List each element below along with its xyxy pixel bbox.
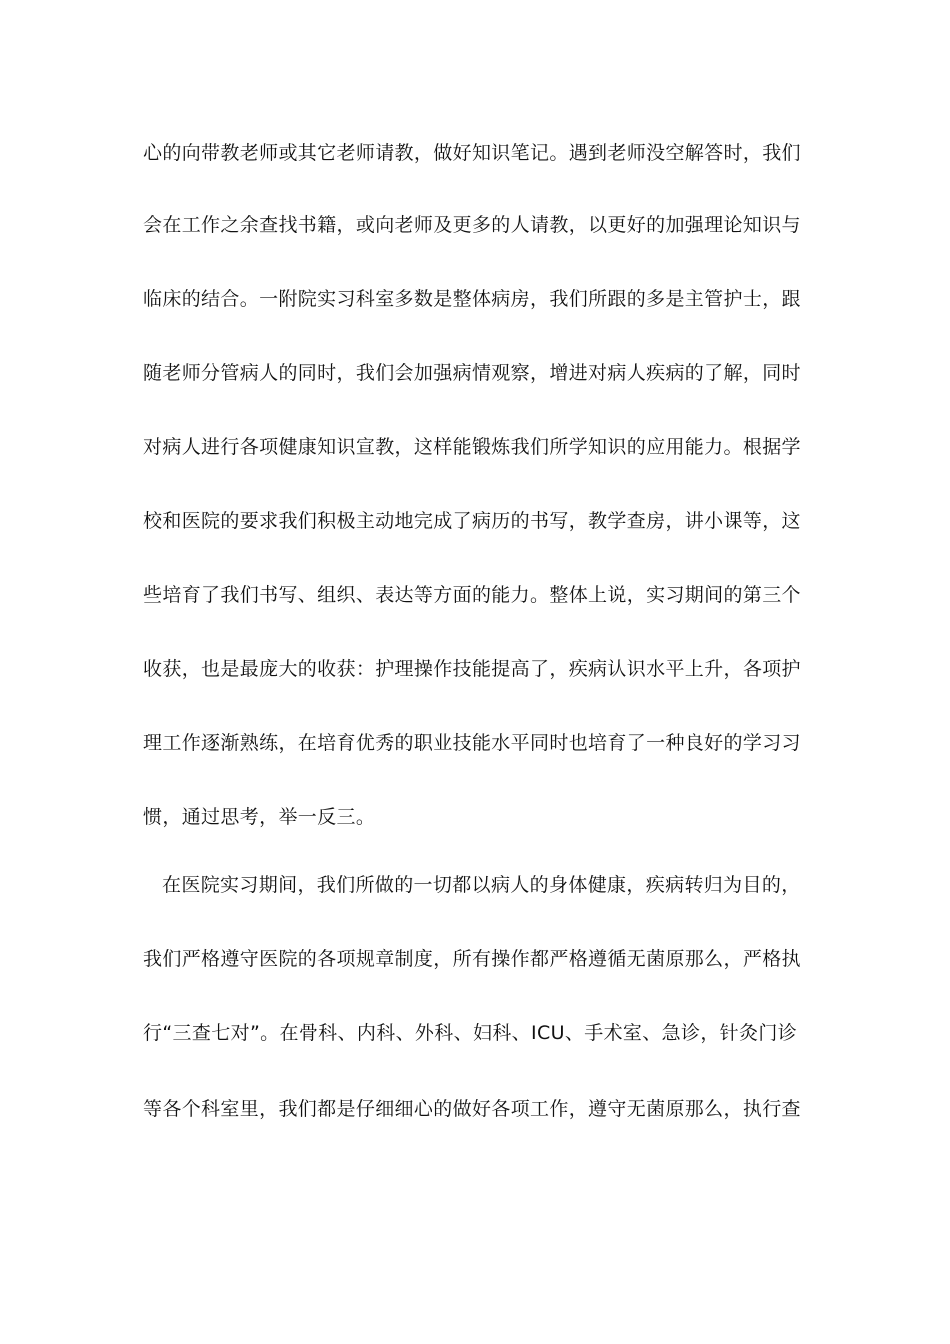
text-line: 些培育了我们书写、组织、表达等方面的能力。整体上说，实习期间的第三个 (143, 584, 801, 606)
text-line: 心的向带教老师或其它老师请教，做好知识笔记。遇到老师没空解答时，我们 (143, 142, 801, 164)
text-line: 理工作逐渐熟练，在培育优秀的职业技能水平同时也培育了一种良好的学习习 (143, 732, 801, 754)
text-line: 惯，通过思考，举一反三。 (143, 806, 376, 828)
paragraph-first-line: 在医院实习期间，我们所做的一切都以病人的身体健康，疾病转归为目的， (162, 874, 801, 896)
text-line: 会在工作之余查找书籍，或向老师及更多的人请教，以更好的加强理论知识与 (143, 214, 801, 236)
text-line: 对病人进行各项健康知识宣教，这样能锻炼我们所学知识的应用能力。根据学 (143, 436, 801, 458)
text-line: 等各个科室里，我们都是仔细细心的做好各项工作，遵守无菌原那么，执行查 (143, 1098, 801, 1120)
text-line: 行“三查七对”。在骨科、内科、外科、妇科、ICU、手术室、急诊，针灸门诊 (143, 1022, 798, 1044)
text-line: 校和医院的要求我们积极主动地完成了病历的书写，教学查房，讲小课等，这 (143, 510, 801, 532)
text-line: 随老师分管病人的同时，我们会加强病情观察，增进对病人疾病的了解，同时 (143, 362, 801, 384)
text-line: 收获，也是最庞大的收获：护理操作技能提高了，疾病认识水平上升，各项护 (143, 658, 801, 680)
text-line: 我们严格遵守医院的各项规章制度，所有操作都严格遵循无菌原那么，严格执 (143, 948, 801, 970)
text-line: 临床的结合。一附院实习科室多数是整体病房，我们所跟的多是主管护士，跟 (143, 288, 801, 310)
